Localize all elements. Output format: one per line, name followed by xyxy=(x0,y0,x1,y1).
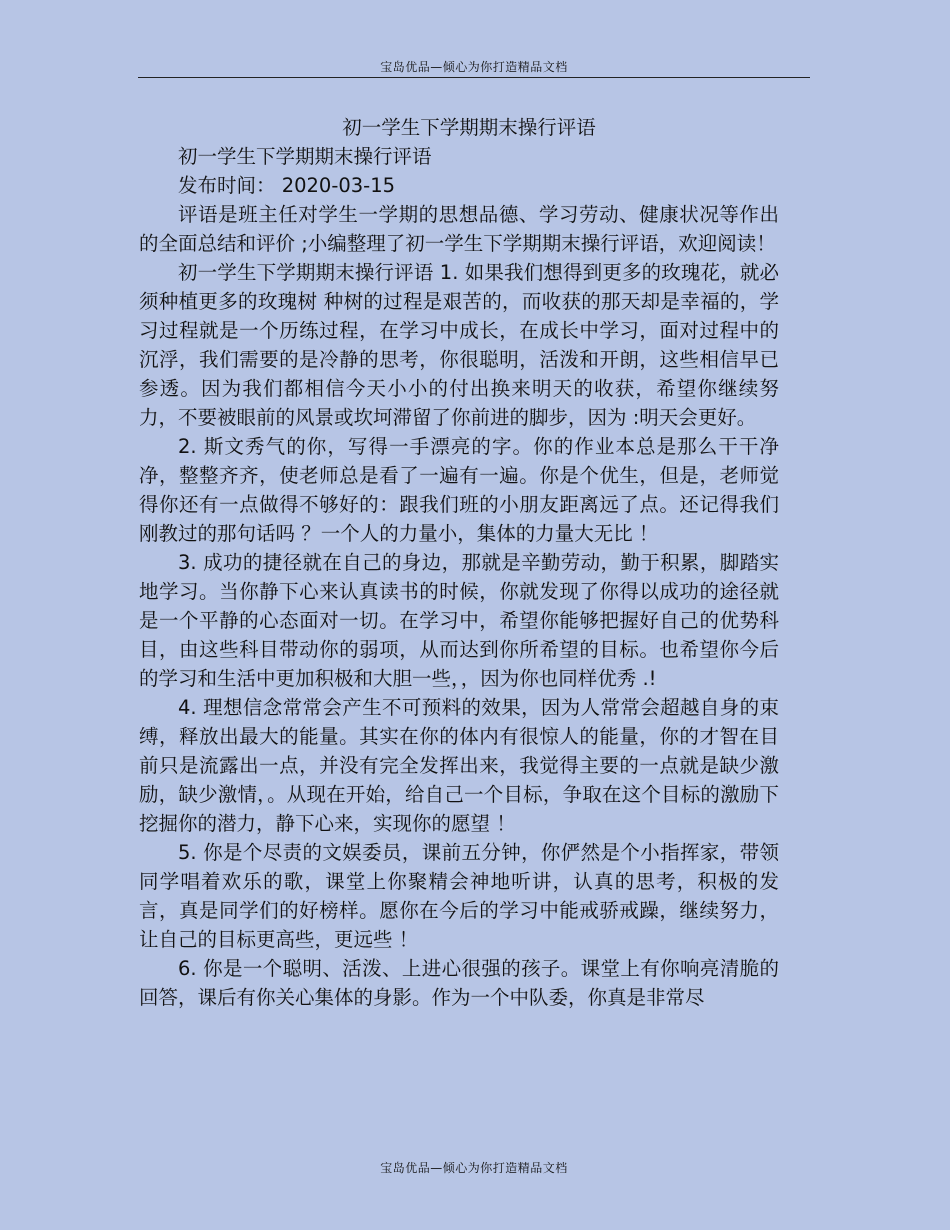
document-subtitle: 初一学生下学期期末操行评语 xyxy=(178,145,432,168)
document-title: 初一学生下学期期末操行评语 xyxy=(342,116,596,139)
paragraph-2: 2. 斯文秀气的你，写得一手漂亮的字。你的作业本总是那么干干净净，整整齐齐，使老师总是看了一遍有一遍。你是个优生，但是，老师觉得你还有一点做得不够好的：跟我们班的小朋友距离远了点。还记得我们刚教过的那句话吗 ？一个人的力量小，集体的力量大无比 ！ xyxy=(139,435,779,545)
header-divider xyxy=(138,77,810,78)
document-body xyxy=(139,113,779,1012)
intro-paragraph: 评语是班主任对学生一学期的思想品德、学习劳动、健康状况等作出的全面总结和评价 ;小编整理了初一学生下学期期末操行评语，欢迎阅读！ xyxy=(139,203,779,255)
paragraph-1: 初一学生下学期期末操行评语 1. 如果我们想得到更多的玫瑰花，就必须种植更多的玫瑰树 种树的过程是艰苦的，而收获的那天却是幸福的，学习过程就是一个历练过程，在学习中成长，在成长中学习，面对过程中的沉浮，我们需要的是冷静的思考，你很聪明，活泼和开朗，这些相信早已参透。因为我们都相信今天小小的付出换来明天的收获，希望你继续努力，不要被眼前的风景或坎坷滞留了你前进的脚步，因为 :明天会更好。 xyxy=(139,261,779,429)
paragraph-5: 5. 你是个尽责的文娱委员，课前五分钟，你俨然是个小指挥家，带领同学唱着欢乐的歌，课堂上你聚精会神地听讲，认真的思考，积极的发言，真是同学们的好榜样。愿你在今后的学习中能戒骄戒躁，继续努力，让自己的目标更高些，更远些 ！ xyxy=(139,841,779,951)
paragraph-6: 6. 你是一个聪明、活泼、上进心很强的孩子。课堂上有你响亮清脆的回答，课后有你关心集体的身影。作为一个中队委，你真是非常尽 xyxy=(139,957,779,1009)
page-header: 宝岛优品—倾心为你打造精品文档 xyxy=(380,60,568,74)
publish-time: 发布时间： 2020-03-15 xyxy=(178,174,396,197)
page-footer: 宝岛优品—倾心为你打造精品文档 xyxy=(380,1161,568,1175)
paragraph-4: 4. 理想信念常常会产生不可预料的效果，因为人常常会超越自身的束缚，释放出最大的能量。其实在你的体内有很惊人的能量，你的才智在目前只是流露出一点，并没有完全发挥出来，我觉得主要的一点就是缺少激励，缺少激情，。从现在开始，给自己一个目标，争取在这个目标的激励下挖掘你的潜力，静下心来，实现你的愿望 ！ xyxy=(139,696,779,835)
paragraph-3: 3. 成功的捷径就在自己的身边，那就是辛勤劳动，勤于积累，脚踏实地学习。当你静下心来认真读书的时候，你就发现了你得以成功的途径就是一个平静的心态面对一切。在学习中，希望你能够把握好自己的优势科目，由这些科目带动你的弱项，从而达到你所希望的目标。也希望你今后的学习和生活中更加积极和大胆一些，，因为你也同样优秀 .! xyxy=(139,551,779,690)
